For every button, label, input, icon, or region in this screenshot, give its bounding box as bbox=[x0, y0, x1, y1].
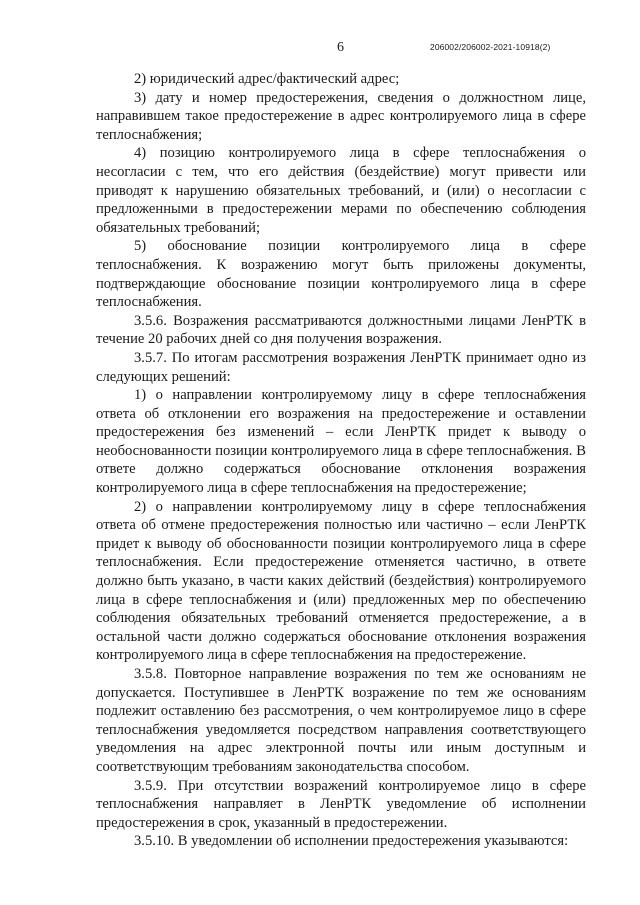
paragraph: 3.5.7. По итогам рассмотрения возражения ЛенРТК принимает одно из следующих решений: bbox=[96, 349, 586, 385]
paragraph: 3.5.8. Повторное направление возражения по тем же основаниям не допускается. Поступившее в ЛенРТК возражение по тем же основаниям подлежит оставлению без рассмотрения, о чем контролируемое лицо в сфере теплоснабжения уведомляется посредством направления соответствующего уведомления на адрес электронной почты или иным доступным и соответствующим требованиям законодательства способом. bbox=[96, 666, 586, 775]
document-id: 206002/206002-2021-10918(2) bbox=[430, 42, 551, 52]
paragraph: 3.5.6. Возражения рассматриваются должностными лицами ЛенРТК в течение 20 рабочих дней со дня получения возражения. bbox=[96, 312, 586, 348]
paragraph: 3.5.9. При отсутствии возражений контролируемое лицо в сфере теплоснабжения направляет в ЛенРТК уведомление об исполнении предостережения в срок, указанный в предостережении. bbox=[96, 777, 586, 831]
paragraph: 4) позицию контролируемого лица в сфере теплоснабжения о несогласии с тем, что его действия (бездействие) могут привести или приводят к нарушению обязательных требований, и (или) о несогласии с предложенными в предостережении мерами по обеспечению соблюдения обязательных требований; bbox=[96, 145, 586, 236]
document-body bbox=[96, 70, 586, 851]
paragraph: 1) о направлении контролируемому лицу в сфере теплоснабжения ответа об отклонении его возражения на предостережение и оставлении предостережения без изменений – если ЛенРТК придет к выводу о необоснованности позиции контролируемого лица в сфере теплоснабжения. В ответе должно содержаться обоснование отклонения возражения контролируемого лица в сфере теплоснабжения на предостережение; bbox=[96, 387, 586, 497]
page-number: 6 bbox=[337, 40, 344, 55]
paragraph: 2) юридический адрес/фактический адрес; bbox=[134, 71, 400, 87]
paragraph: 5) обоснование позиции контролируемого лица в сфере теплоснабжения. К возражению могут быть приложены документы, подтверждающие обоснование позиции контролируемого лица в сфере теплоснабжения. bbox=[96, 238, 586, 311]
paragraph: 2) о направлении контролируемому лицу в сфере теплоснабжения ответа об отмене предостережения полностью или частично – если ЛенРТК придет к выводу об обоснованности позиции контролируемого лица в сфере теплоснабжения. Если предостережение отменяется частично, в ответе должно быть указано, в части каких действий (бездействия) контролируемого лица в сфере теплоснабжения и (или) предложенных мер по обеспечению соблюдения обязательных требований отменяется предостережение, а в остальной части должно содержаться обоснование отклонения возражения контролируемого лица в сфере теплоснабжения на предостережение. bbox=[96, 498, 586, 664]
paragraph: 3) дату и номер предостережения, сведения о должностном лице, направившем такое предостережение в адрес контролируемого лица в сфере теплоснабжения; bbox=[96, 89, 586, 143]
paragraph: 3.5.10. В уведомлении об исполнении предостережения указываются: bbox=[134, 833, 569, 850]
